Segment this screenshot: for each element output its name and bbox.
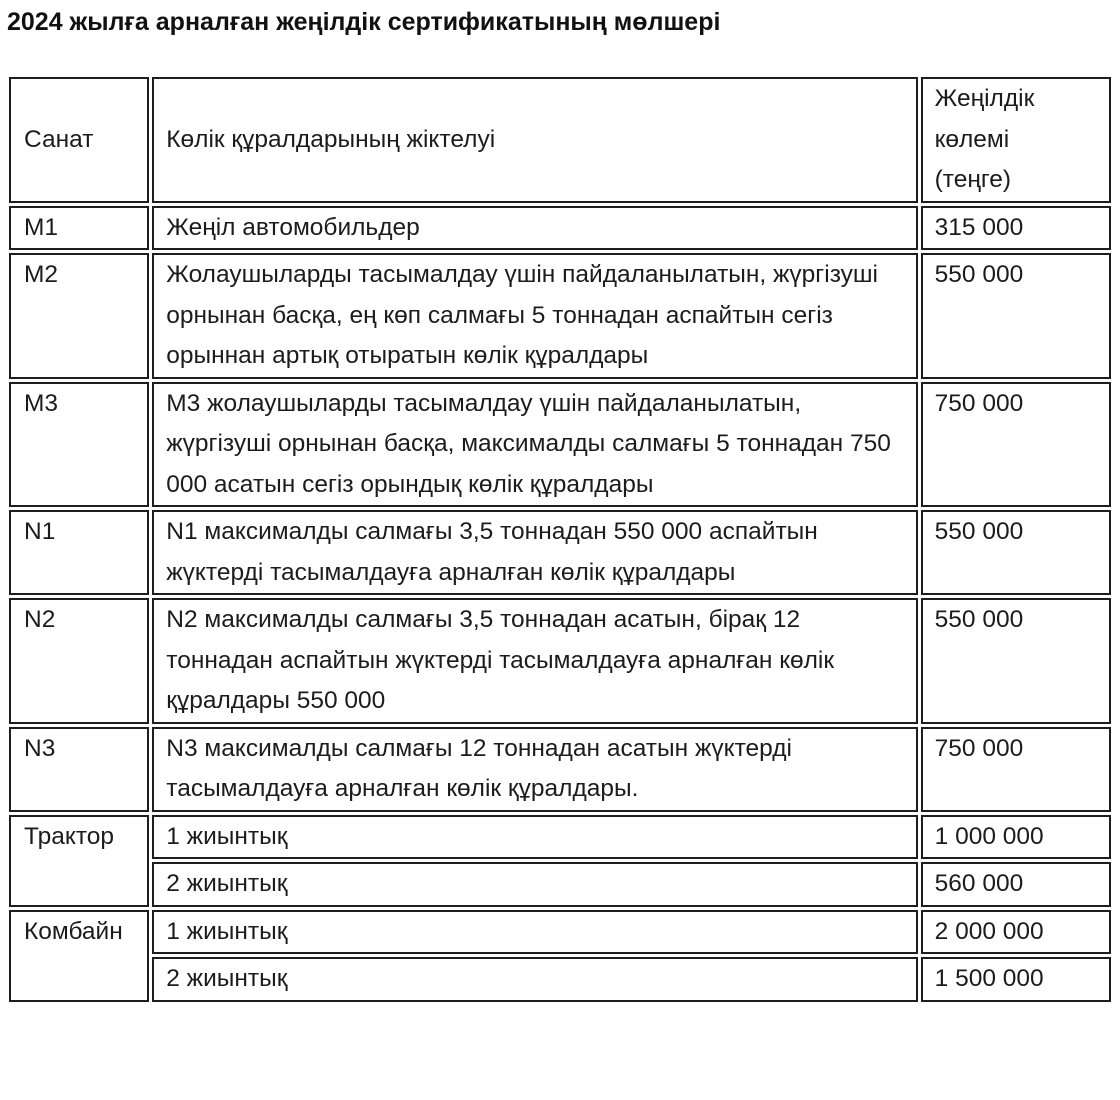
table-row-n2 xyxy=(9,598,1111,724)
row-classification: Жеңіл автомобильдер xyxy=(152,206,917,251)
row-classification: M3 жолаушыларды тасымалдау үшін пайдаланылатын, жүргізуші орнынан басқа, максималды салмағы 5 тоннадан 750 000 асатын сегіз орындық көлік құралдары xyxy=(152,382,917,508)
table-row-n1 xyxy=(9,510,1111,595)
benefit-table-container xyxy=(6,74,1114,1005)
benefit-certificate-table xyxy=(6,74,1114,1005)
row-amount: 750 000 xyxy=(921,727,1111,812)
header-amount-line1: Жеңілдік xyxy=(934,85,1035,112)
header-classification: Көлік құралдарының жіктелуі xyxy=(152,77,917,203)
header-amount xyxy=(921,77,1111,203)
row-classification: Жолаушыларды тасымалдау үшін пайдаланылатын, жүргізуші орнынан басқа, ең көп салмағы 5 тоннадан аспайтын сегіз орыннан артық отыратын көлік құралдары xyxy=(152,253,917,379)
table-row-combine-2 xyxy=(9,957,1111,1002)
row-category: N2 xyxy=(9,598,149,724)
row-amount: 550 000 xyxy=(921,510,1111,595)
row-classification: N1 максималды салмағы 3,5 тоннадан 550 000 аспайтын жүктерді тасымалдауға арналған көлік құралдары xyxy=(152,510,917,595)
row-category-tractor: Трактор xyxy=(9,815,149,907)
row-classification: 1 жиынтық xyxy=(152,910,917,955)
page-title: 2024 жылға арналған жеңілдік сертификатының мөлшері xyxy=(7,8,721,36)
table-row-tractor-2 xyxy=(9,862,1111,907)
table-row-tractor-1 xyxy=(9,815,1111,860)
row-classification: N3 максималды салмағы 12 тоннадан асатын жүктерді тасымалдауға арналған көлік құралдары. xyxy=(152,727,917,812)
row-category: M2 xyxy=(9,253,149,379)
row-classification: 2 жиынтық xyxy=(152,862,917,907)
row-amount: 315 000 xyxy=(921,206,1111,251)
table-row-combine-1 xyxy=(9,910,1111,955)
header-category: Санат xyxy=(9,77,149,203)
row-category: M3 xyxy=(9,382,149,508)
row-category: M1 xyxy=(9,206,149,251)
row-amount: 550 000 xyxy=(921,598,1111,724)
table-row-m3 xyxy=(9,382,1111,508)
table-row-m2 xyxy=(9,253,1111,379)
row-amount: 560 000 xyxy=(921,862,1111,907)
row-amount: 550 000 xyxy=(921,253,1111,379)
table-row-n3 xyxy=(9,727,1111,812)
row-category-combine: Комбайн xyxy=(9,910,149,1002)
header-amount-line2: көлемі xyxy=(934,125,1010,153)
row-amount: 2 000 000 xyxy=(921,910,1111,955)
row-amount: 1 000 000 xyxy=(921,815,1111,860)
table-row-m1 xyxy=(9,206,1111,251)
row-category: N1 xyxy=(9,510,149,595)
row-classification: 1 жиынтық xyxy=(152,815,917,860)
table-header-row xyxy=(9,77,1111,203)
row-category: N3 xyxy=(9,727,149,812)
row-amount: 750 000 xyxy=(921,382,1111,508)
row-amount: 1 500 000 xyxy=(921,957,1111,1002)
header-amount-line3: (теңге) xyxy=(934,166,1012,193)
row-classification: N2 максималды салмағы 3,5 тоннадан асатын, бірақ 12 тоннадан аспайтын жүктерді тасымалдауға арналған көлік құралдары 550 000 xyxy=(152,598,917,724)
row-classification: 2 жиынтық xyxy=(152,957,917,1002)
